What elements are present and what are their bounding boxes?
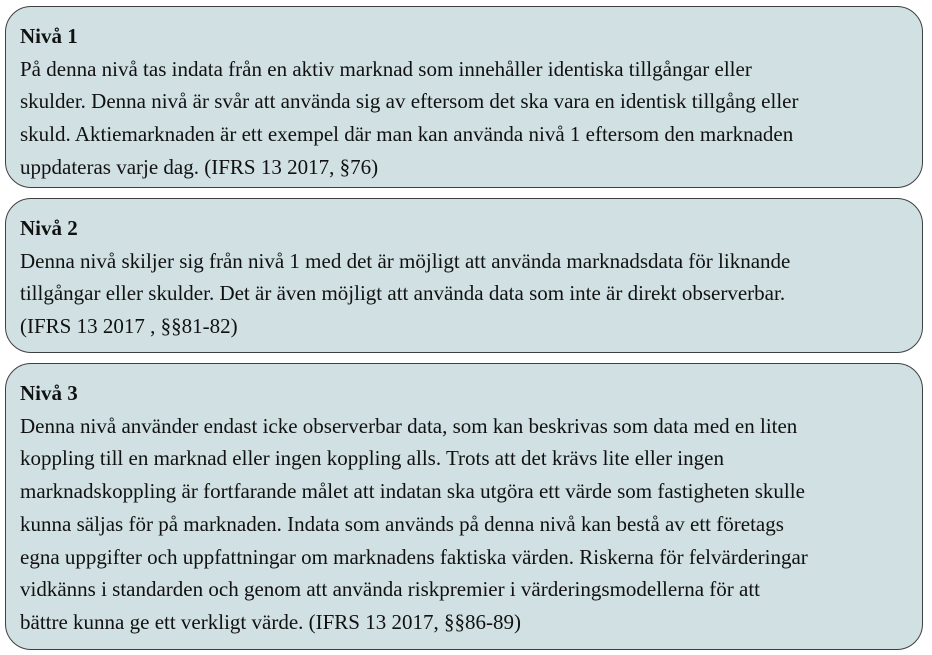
level-2-title: Nivå 2 <box>20 216 78 240</box>
level-1-line: uppdateras varje dag. (IFRS 13 2017, §76) <box>20 154 379 179</box>
level-2-line: (IFRS 13 2017 , §§81-82) <box>20 314 238 339</box>
level-3-line: kunna säljas för på marknaden. Indata som används på denna nivå kan bestå av ett företags <box>20 511 784 536</box>
level-3-line: koppling till en marknad eller ingen koppling alls. Trots att det krävs lite eller ingen <box>20 446 724 471</box>
level-1-line: skulder. Denna nivå är svår att använda sig av eftersom det ska vara en identisk tillgång eller <box>20 89 799 114</box>
level-3-title: Nivå 3 <box>20 381 78 405</box>
level-3-line: egna uppgifter och uppfattningar om marknadens faktiska värden. Riskerna för felvärderingar <box>20 544 808 569</box>
level-2-box <box>5 198 923 353</box>
level-3-line: bättre kunna ge ett verkligt värde. (IFRS 13 2017, §§86-89) <box>20 609 521 634</box>
level-3-line: marknadskoppling är fortfarande målet att indatan ska utgöra ett värde som fastigheten skulle <box>20 479 805 504</box>
level-2-line: tillgångar eller skulder. Det är även möjligt att använda data som inte är direkt observerbar. <box>20 281 786 306</box>
level-3-line: vidkänns i standarden och genom att använda riskpremier i värderingsmodellerna för att <box>20 577 761 602</box>
level-3-line: Denna nivå använder endast icke observerbar data, som kan beskrivas som data med en liten <box>20 413 798 438</box>
level-3-box <box>5 363 923 650</box>
level-1-line: skuld. Aktiemarknaden är ett exempel där man kan använda nivå 1 eftersom den marknaden <box>20 122 794 147</box>
level-1-title: Nivå 1 <box>20 24 78 48</box>
level-2-line: Denna nivå skiljer sig från nivå 1 med det är möjligt att använda marknadsdata för liknande <box>20 248 791 273</box>
level-1-box <box>5 6 923 188</box>
level-1-line: På denna nivå tas indata från en aktiv marknad som innehåller identiska tillgångar eller <box>20 56 752 81</box>
